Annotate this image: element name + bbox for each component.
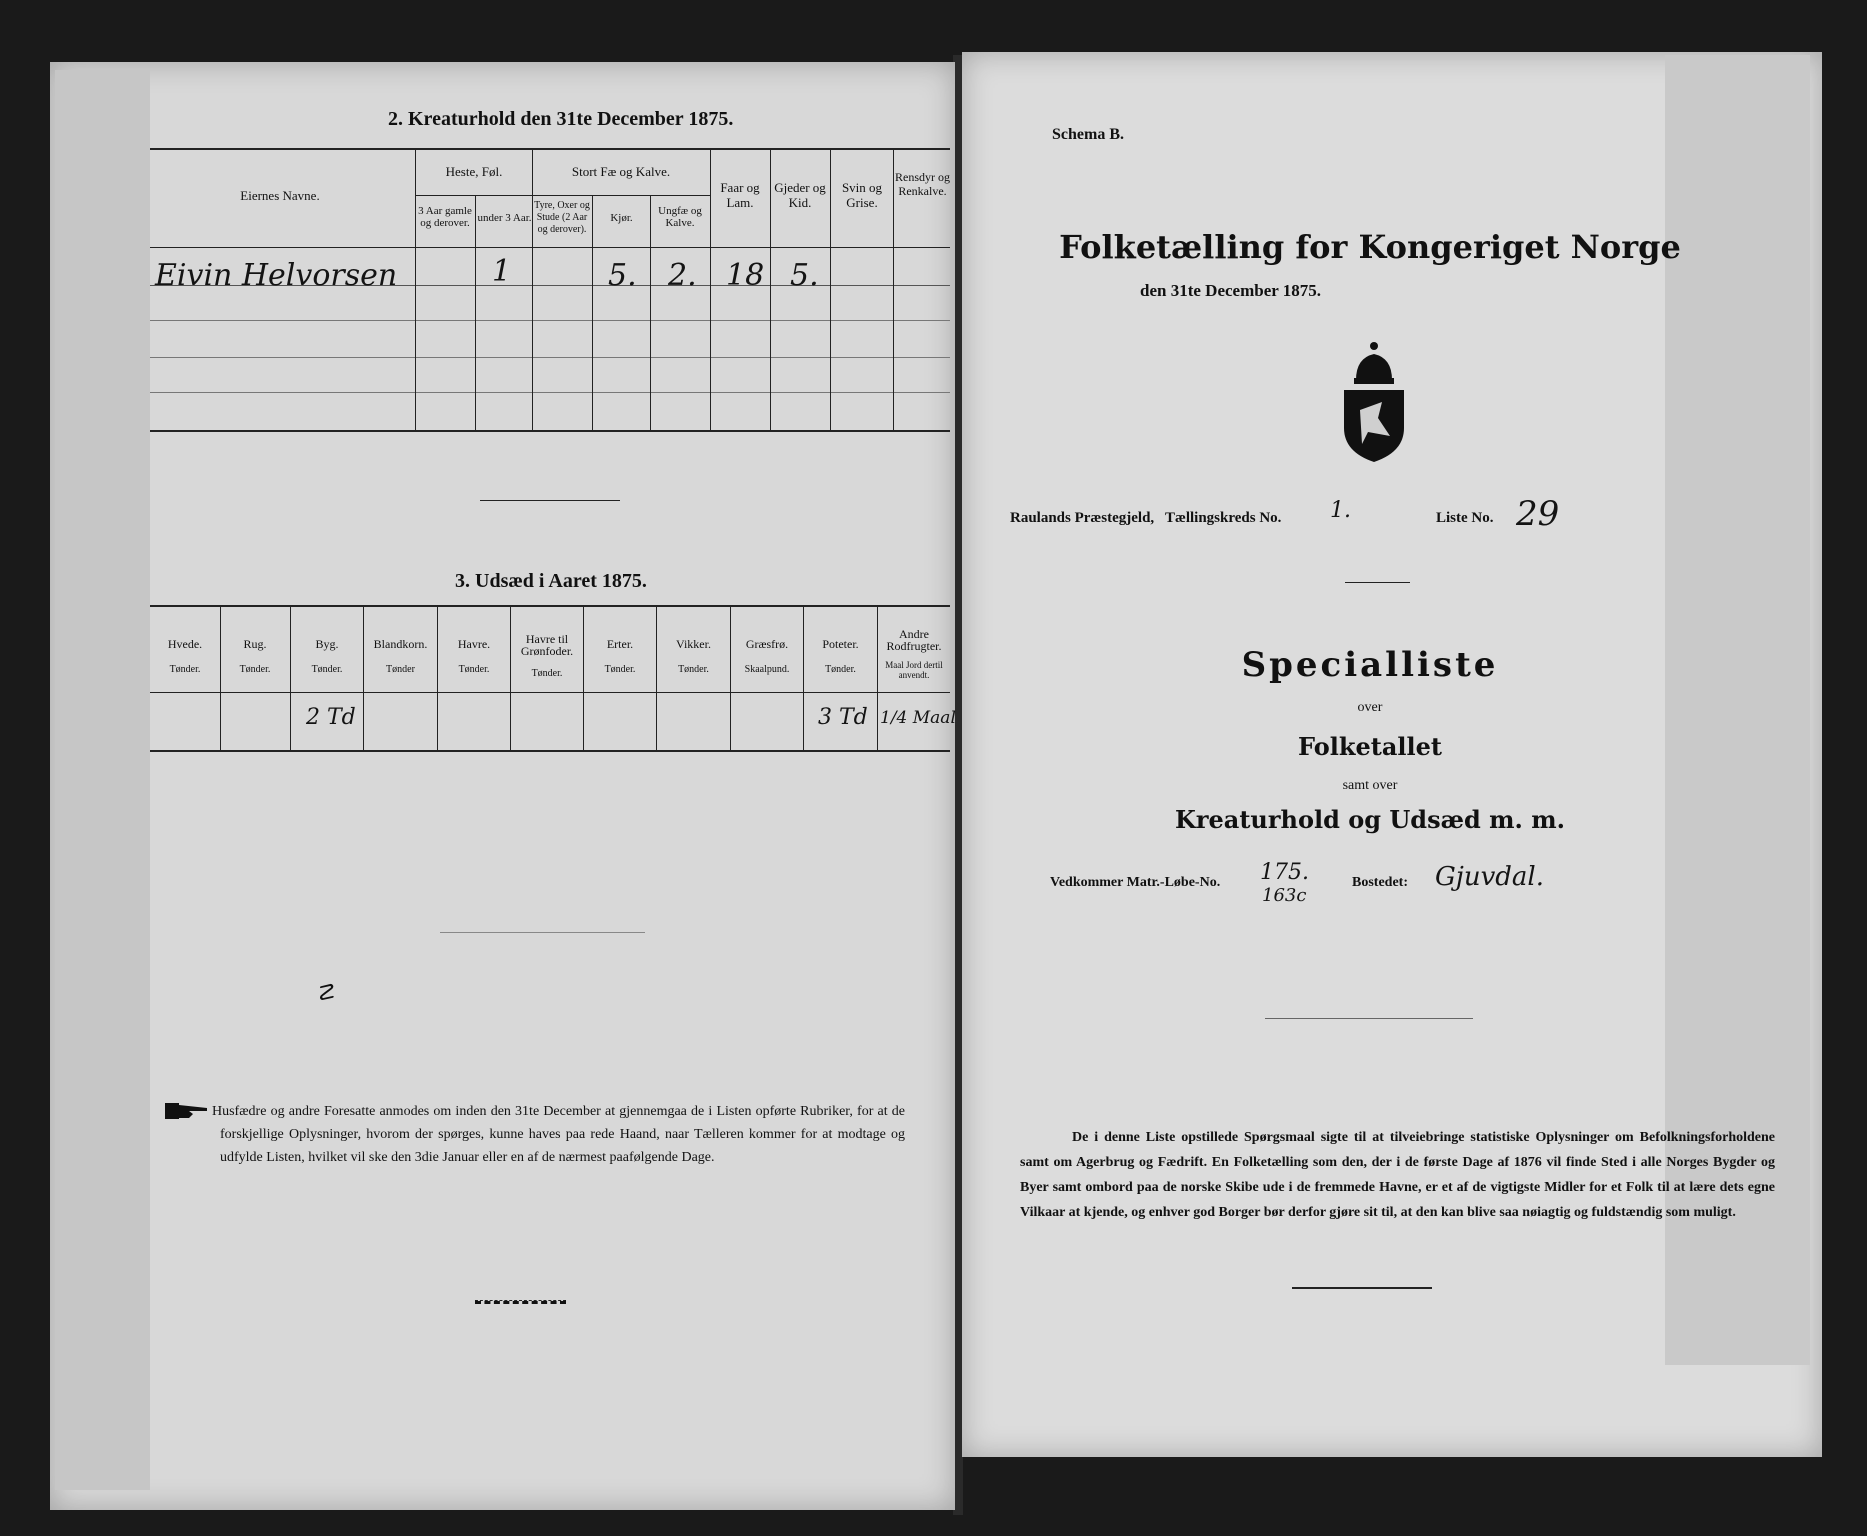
table3-bottom-rule (150, 750, 950, 752)
taellingskreds-value: 1. (1330, 498, 1351, 523)
header-tyre: Tyre, Oxer og Stude (2 Aar og derover). (534, 200, 590, 235)
notice-text: Husfædre og andre Foresatte anmodes om inden den 31te December at gjennemgaa de i Listen opførte Rubriker, for at de forskjellige Oplysninger, hvorom der spørges, kunne haves paa rede Haand, naar Tælleren kommer for at modtage og udfylde Listen, hvilket vil ske den 3die Januar eller en af de nærmest paafølgende Dage. (212, 1104, 905, 1165)
table3-header-rule (150, 692, 950, 693)
table3-col-divider (437, 605, 438, 750)
matr-value-1: 175. (1260, 860, 1309, 885)
header-faar: Faar og Lam. (720, 180, 760, 210)
value-kjor: 5. (608, 258, 637, 293)
header-ungfae: Ungfæ og Kalve. (658, 205, 702, 229)
table2-col-divider (415, 148, 416, 430)
table3-col-divider (656, 605, 657, 750)
bostedet-value: Gjuvdal. (1435, 862, 1544, 892)
header-gjeder: Gjeder og Kid. (774, 180, 826, 210)
table2-bottom-rule (150, 430, 950, 432)
crop-blandkorn: Blandkorn. (373, 637, 428, 651)
crop-graesfro: Græsfrø. (745, 637, 789, 651)
section2-title: 2. Kreaturhold den 31te December 1875. (388, 108, 734, 130)
left-bleed-strip (55, 70, 150, 1490)
owner-name: Eivin Helvorsen (155, 258, 398, 293)
header-heste-3aar: 3 Aar gamle og derover. (418, 205, 472, 229)
dashed-rule (475, 1300, 566, 1304)
census-date: den 31te December 1875. (1140, 281, 1321, 300)
separator-line (1345, 582, 1410, 583)
table3-top-rule (150, 605, 950, 607)
crop-havre-unit: Tønder. (458, 664, 490, 675)
closing-rule (1292, 1287, 1432, 1289)
table3-col-divider (220, 605, 221, 750)
header-eiernes-navne: Eiernes Navne. (240, 188, 320, 203)
table3-col-divider (583, 605, 584, 750)
over-text: over (1357, 700, 1383, 715)
taellingskreds-label: Tællingskreds No. (1165, 510, 1282, 526)
crop-poteter-unit: Tønder. (825, 664, 856, 675)
faint-rule (1265, 1018, 1473, 1019)
crop-byg-unit: Tønder. (311, 664, 343, 675)
header-svin: Svin og Grise. (841, 180, 883, 210)
bostedet-label: Bostedet: (1352, 875, 1408, 890)
coat-of-arms-icon (1338, 340, 1410, 465)
folketallet-title: Folketallet (1298, 732, 1442, 761)
header-heste-under3: under 3 Aar. (477, 212, 532, 224)
matr-label: Vedkommer Matr.-Løbe-No. (1050, 875, 1221, 890)
schema-label: Schema B. (1052, 126, 1124, 143)
crop-erter-unit: Tønder. (604, 664, 636, 675)
crop-hvede: Hvede. (167, 637, 203, 651)
crop-hvede-unit: Tønder. (169, 664, 201, 675)
header-kjor: Kjør. (610, 212, 633, 224)
crop-havre: Havre. (457, 637, 491, 651)
table2-col-divider (893, 148, 894, 430)
pointing-hand-icon (165, 1100, 210, 1122)
value-faar: 18 (726, 258, 765, 293)
faint-rule (440, 932, 645, 933)
specialliste-title: Specialliste (1241, 645, 1499, 685)
crop-rug: Rug. (243, 637, 267, 651)
samt-over-text: samt over (1342, 778, 1398, 793)
crop-erter: Erter. (606, 637, 634, 651)
stray-mark: ☡ (315, 980, 335, 1005)
crop-andre-unit: Maal Jord dertil anvendt. (885, 660, 943, 680)
table3-col-divider (803, 605, 804, 750)
crop-rug-unit: Tønder. (239, 664, 271, 675)
table3-col-divider (363, 605, 364, 750)
table2-col-divider (650, 195, 651, 430)
crop-byg: Byg. (315, 637, 339, 651)
table2-subheader-rule (415, 195, 710, 196)
crop-blandkorn-unit: Tønder (386, 664, 415, 675)
liste-value: 29 (1516, 494, 1560, 534)
kreaturhold-title: Kreaturhold og Udsæd m. m. (1175, 805, 1565, 834)
table2-col-divider (770, 148, 771, 430)
table3-col-divider (877, 605, 878, 750)
matr-value-2: 163c (1262, 885, 1307, 906)
table2-col-divider (830, 148, 831, 430)
header-stort-fae: Stort Fæ og Kalve. (571, 164, 671, 179)
table3-col-divider (510, 605, 511, 750)
crop-havre-gronfoder: Havre til Grønfoder. (520, 632, 574, 658)
section3-title: 3. Udsæd i Aaret 1875. (455, 570, 647, 592)
table3-col-divider (290, 605, 291, 750)
table2-col-divider (475, 195, 476, 430)
separator-line (480, 500, 620, 501)
table2-col-divider (532, 148, 533, 430)
value-heste-under3: 1 (492, 254, 512, 289)
table2-col-divider (592, 195, 593, 430)
value-poteter: 3 Td (818, 705, 868, 730)
main-title: Folketælling for Kongeriget Norge (1059, 228, 1681, 266)
prestegjeld: Raulands Præstegjeld, (1010, 510, 1155, 526)
value-ungfae: 2. (668, 258, 697, 293)
crop-andre-rodfrugter: Andre Rodfrugter. (886, 627, 942, 653)
liste-label: Liste No. (1436, 510, 1494, 526)
crop-graesfro-unit: Skaalpund. (744, 664, 790, 675)
value-gjeder: 5. (790, 258, 819, 293)
crop-vikker-unit: Tønder. (678, 664, 709, 675)
crop-poteter: Poteter. (822, 637, 859, 651)
crop-vikker: Vikker. (676, 637, 711, 651)
value-andre: 1/4 Maal (880, 708, 956, 728)
table3-col-divider (730, 605, 731, 750)
header-heste-fol: Heste, Føl. (445, 164, 503, 179)
value-byg: 2 Td (306, 705, 356, 730)
header-rensdyr: Rensdyr og Renkalve. (895, 170, 950, 198)
crop-havre-gronfoder-unit: Tønder. (531, 668, 563, 679)
intro-paragraph: De i denne Liste opstillede Spørgsmaal sigte til at tilveiebringe statistiske Oplysninger om Befolkningsforholdene samt om Agerbrug og Fædrift. En Folketælling som den, der i de første Dage af 1876 vil finde Sted i alle Norges Bygder og Byer samt ombord paa de norske Skibe ude i de fremmede Havne, er et af de vigtigste Midler for et Folk til at lære dets egne Vilkaar at kjende, og enhver god Borger bør derfor gjøre sit til, at den kan blive saa nøiagtig og fuldstændig som muligt. (1020, 1130, 1775, 1220)
table2-col-divider (710, 148, 711, 430)
